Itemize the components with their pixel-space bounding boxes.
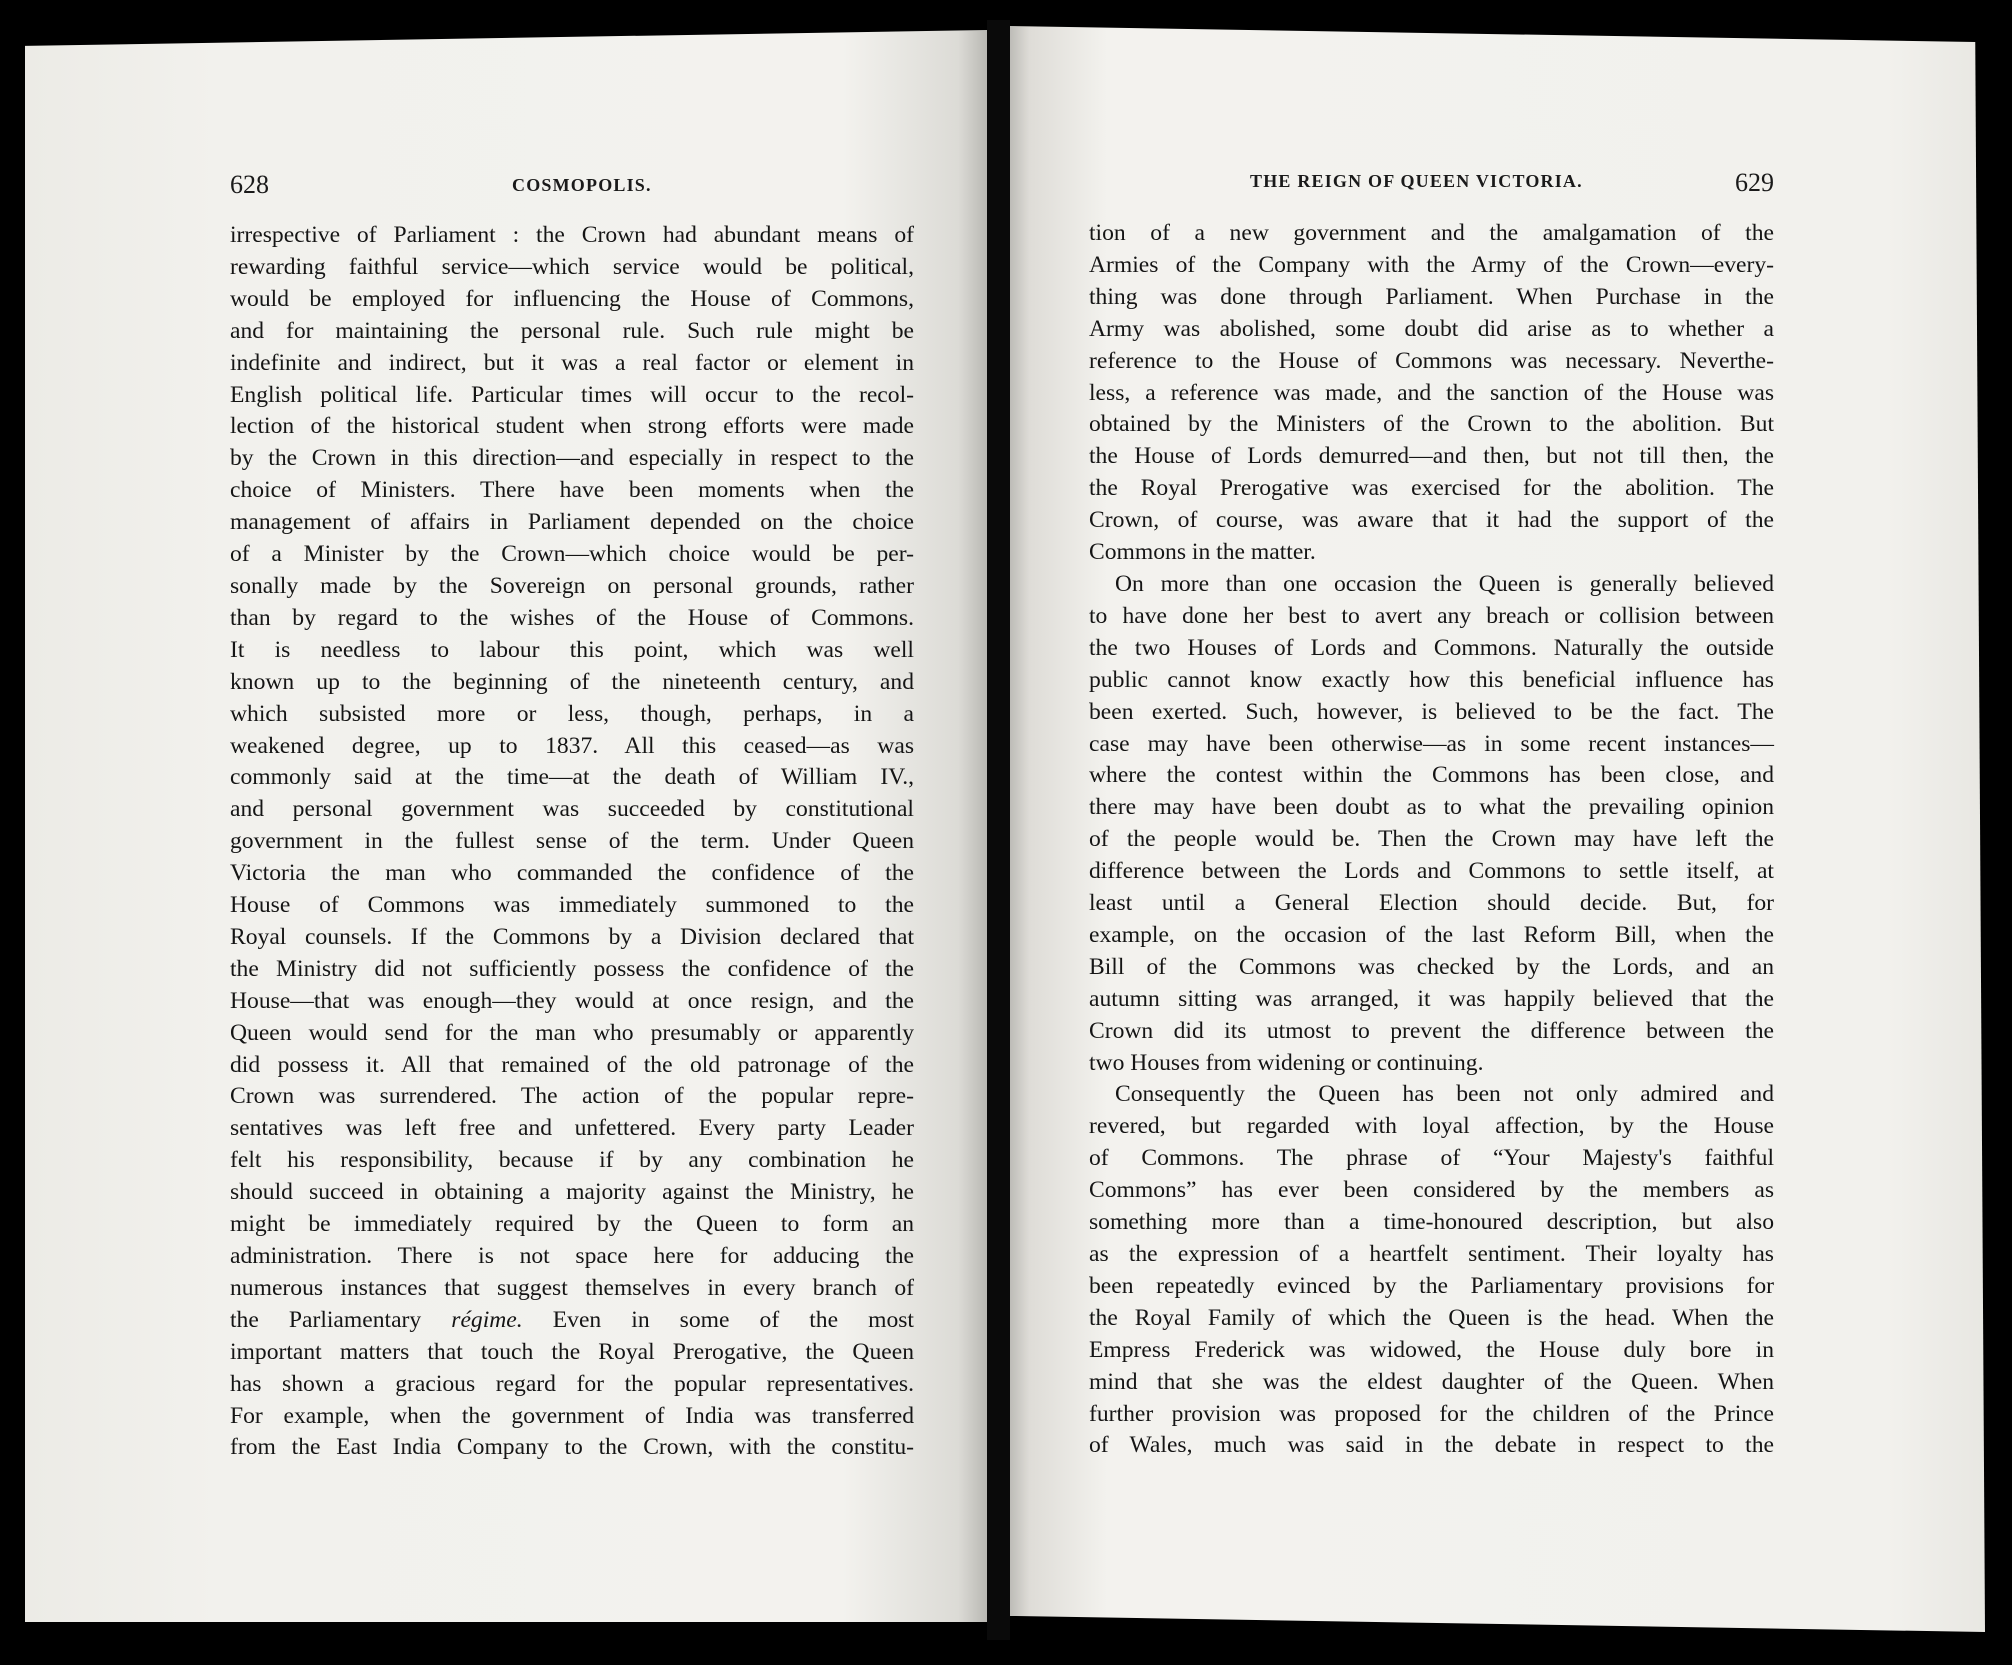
text-line: choice of Ministers. There have been moments when the: [230, 477, 914, 504]
text-line: public cannot know exactly how this beneficial influence has: [1089, 666, 1774, 693]
text-line: sentatives was left free and unfettered. Every party Leader: [230, 1115, 914, 1142]
text-line: Army was abolished, some doubt did arise as to whether a: [1089, 315, 1774, 342]
text-line: example, on the occasion of the last Reform Bill, when the: [1089, 921, 1774, 948]
text-line: known up to the beginning of the nineteenth century, and: [230, 668, 914, 695]
text-line: tion of a new government and the amalgamation of the: [1089, 220, 1774, 246]
text-line: revered, but regarded with loyal affection, by the House: [1089, 1113, 1774, 1140]
text-line: where the contest within the Commons has been close, and: [1089, 762, 1774, 789]
text-line: reference to the House of Commons was necessary. Neverthe-: [1089, 347, 1774, 374]
text-line: and for maintaining the personal rule. Such rule might be: [230, 317, 914, 344]
text-line: Royal counsels. If the Commons by a Division declared that: [230, 923, 914, 950]
text-line: mind that she was the eldest daughter of the Queen. When: [1089, 1368, 1774, 1395]
text-fragment: the Parliamentary: [230, 1306, 452, 1333]
text-line: least until a General Election should decide. But, for: [1089, 890, 1774, 917]
text-line: the House of Lords demurred—and then, but not till then, the: [1089, 443, 1774, 470]
left-page-number: 628: [230, 170, 269, 199]
text-line: by the Crown in this direction—and especially in respect to the: [230, 445, 914, 472]
text-line: indefinite and indirect, but it was a real factor or element in: [230, 349, 914, 376]
text-line: irrespective of Parliament : the Crown had abundant means of: [230, 222, 914, 248]
text-line: of Wales, much was said in the debate in respect to the: [1089, 1432, 1774, 1459]
text-line: weakened degree, up to 1837. All this ceased—as was: [230, 732, 914, 759]
text-line: Crown did its utmost to prevent the difference between the: [1089, 1017, 1774, 1044]
right-running-head: THE REIGN OF QUEEN VICTORIA.: [1250, 171, 1583, 191]
text-line: commonly said at the time—at the death of William IV.,: [230, 764, 914, 791]
text-fragment: Even in some of the most: [522, 1306, 914, 1333]
text-line: something more than a time-honoured description, but also: [1089, 1209, 1774, 1236]
text-line: did possess it. All that remained of the old patronage of the: [230, 1051, 914, 1078]
text-line: been exerted. Such, however, is believed to be the fact. The: [1089, 698, 1774, 725]
text-line-with-italic: [230, 1305, 914, 1337]
text-line: from the East India Company to the Crown, with the constitu-: [230, 1434, 914, 1461]
text-line: For example, when the government of India was transferred: [230, 1402, 914, 1429]
left-running-head: COSMOPOLIS.: [512, 175, 652, 195]
text-line: less, a reference was made, and the sanction of the House was: [1089, 379, 1774, 406]
text-line: thing was done through Parliament. When Purchase in the: [1089, 283, 1774, 310]
text-line: which subsisted more or less, though, perhaps, in a: [230, 700, 914, 727]
text-line: Victoria the man who commanded the confidence of the: [230, 860, 914, 887]
text-line: would be employed for influencing the House of Commons,: [230, 285, 914, 312]
text-line: of the people would be. Then the Crown may have left the: [1089, 826, 1774, 853]
text-line: the Royal Prerogative was exercised for the abolition. The: [1089, 475, 1774, 502]
text-line: than by regard to the wishes of the House of Commons.: [230, 604, 914, 631]
text-line: the Ministry did not sufficiently possess the confidence of the: [230, 955, 914, 982]
text-line: difference between the Lords and Commons to settle itself, at: [1089, 858, 1774, 885]
left-page-body: [230, 220, 914, 1464]
book-gutter: [987, 20, 1010, 1640]
text-line: English political life. Particular times will occur to the recol-: [230, 381, 914, 408]
text-line: to have done her best to avert any breach or collision between: [1089, 602, 1774, 629]
text-line: has shown a gracious regard for the popular representatives.: [230, 1370, 914, 1397]
text-line: and personal government was succeeded by constitutional: [230, 796, 914, 823]
text-line: the Royal Family of which the Queen is the head. When the: [1089, 1304, 1774, 1331]
text-line: numerous instances that suggest themselves in every branch of: [230, 1274, 914, 1301]
text-line: of a Minister by the Crown—which choice would be per-: [230, 541, 914, 568]
text-line: management of affairs in Parliament depended on the choice: [230, 509, 914, 536]
text-line: of Commons. The phrase of “Your Majesty's faithful: [1089, 1145, 1774, 1172]
text-line: sonally made by the Sovereign on personal grounds, rather: [230, 572, 914, 599]
paragraph-end-line: Commons in the matter.: [1089, 539, 1316, 566]
text-line: House—that was enough—they would at once resign, and the: [230, 987, 914, 1014]
text-line: autumn sitting was arranged, it was happily believed that the: [1089, 985, 1774, 1012]
text-line: House of Commons was immediately summoned to the: [230, 892, 914, 919]
text-line: Commons” has ever been considered by the members as: [1089, 1177, 1774, 1204]
text-line: the two Houses of Lords and Commons. Naturally the outside: [1089, 634, 1774, 661]
text-line: might be immediately required by the Queen to form an: [230, 1211, 914, 1238]
text-line: Armies of the Company with the Army of the Crown—every-: [1089, 251, 1774, 278]
text-line: administration. There is not space here for adducing the: [230, 1243, 914, 1269]
text-line: felt his responsibility, because if by any combination he: [230, 1147, 914, 1174]
text-line: rewarding faithful service—which service would be political,: [230, 253, 914, 280]
paragraph-first-line: Consequently the Queen has been not only admired and: [1115, 1081, 1774, 1108]
text-line: as the expression of a heartfelt sentiment. Their loyalty has: [1089, 1241, 1774, 1267]
text-line: there may have been doubt as to what the prevailing opinion: [1089, 794, 1774, 821]
text-line: Crown, of course, was aware that it had the support of the: [1089, 507, 1774, 534]
text-line: Crown was surrendered. The action of the popular repre-: [230, 1083, 914, 1110]
paragraph-first-line: On more than one occasion the Queen is generally believed: [1115, 570, 1774, 597]
text-line: important matters that touch the Royal Prerogative, the Queen: [230, 1338, 914, 1365]
paragraph-end-line: two Houses from widening or continuing.: [1089, 1049, 1484, 1076]
text-line: case may have been otherwise—as in some recent instances—: [1089, 730, 1774, 757]
text-line: further provision was proposed for the children of the Prince: [1089, 1400, 1774, 1427]
text-line: It is needless to labour this point, which was well: [230, 636, 914, 663]
right-page-body: [1089, 218, 1774, 1462]
italic-word: régime.: [451, 1306, 523, 1333]
right-page-number: 629: [1735, 168, 1774, 197]
text-line: obtained by the Ministers of the Crown to the abolition. But: [1089, 411, 1774, 438]
text-line: Empress Frederick was widowed, the House duly bore in: [1089, 1336, 1774, 1363]
text-line: Queen would send for the man who presumably or apparently: [230, 1019, 914, 1046]
text-line: been repeatedly evinced by the Parliamentary provisions for: [1089, 1272, 1774, 1299]
text-line: government in the fullest sense of the term. Under Queen: [230, 828, 914, 855]
text-line: Bill of the Commons was checked by the Lords, and an: [1089, 953, 1774, 980]
text-line: lection of the historical student when strong efforts were made: [230, 413, 914, 440]
text-line: should succeed in obtaining a majority against the Ministry, he: [230, 1179, 914, 1206]
